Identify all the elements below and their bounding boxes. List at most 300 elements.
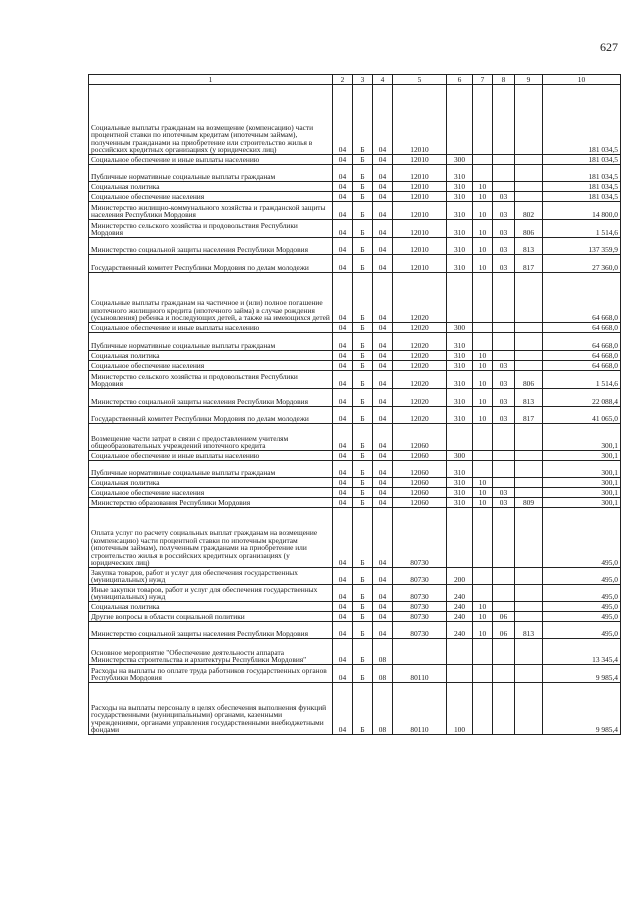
code-cell: 240 [447, 612, 473, 622]
code-cell: 04 [333, 165, 353, 182]
table-row [89, 351, 621, 361]
code-cell: 310 [447, 488, 473, 498]
code-cell: 04 [373, 85, 393, 155]
code-cell: 04 [333, 568, 353, 585]
code-cell: 06 [493, 612, 515, 622]
code-cell: 04 [333, 333, 353, 351]
row-label-cell: Министерство сельского хозяйства и продовольствия Республики Мордовия [89, 371, 333, 389]
code-cell [515, 273, 543, 323]
code-cell: 310 [447, 202, 473, 220]
code-cell: 04 [373, 508, 393, 568]
amount-cell: 181 034,5 [543, 165, 621, 182]
table-row [89, 407, 621, 424]
code-cell: Б [353, 508, 373, 568]
row-label-cell: Социальное обеспечение и иные выплаты населению [89, 155, 333, 165]
code-cell [473, 568, 493, 585]
amount-cell: 22 088,4 [543, 389, 621, 407]
row-label-cell: Министерство жилищно-коммунального хозяйства и гражданской защиты населения Республики Мордовия [89, 202, 333, 220]
code-cell: Б [353, 568, 373, 585]
code-cell [493, 424, 515, 451]
code-cell: 04 [333, 488, 353, 498]
code-cell: 80730 [393, 602, 447, 612]
code-cell: 813 [515, 622, 543, 639]
code-cell: 04 [333, 683, 353, 735]
code-cell: 10 [473, 351, 493, 361]
amount-cell: 64 668,0 [543, 323, 621, 333]
row-label-cell: Социальное обеспечение и иные выплаты населению [89, 451, 333, 461]
table-row [89, 424, 621, 451]
code-cell [515, 85, 543, 155]
code-cell: 04 [373, 389, 393, 407]
amount-cell: 300,1 [543, 498, 621, 508]
code-cell [515, 639, 543, 665]
row-label-cell: Министерство сельского хозяйства и продовольствия Республики Мордовия [89, 220, 333, 238]
code-cell: 03 [493, 192, 515, 202]
code-cell [493, 155, 515, 165]
row-label-cell: Социальное обеспечение населения [89, 361, 333, 371]
code-cell: 04 [373, 273, 393, 323]
table-row [89, 639, 621, 665]
amount-cell: 181 034,5 [543, 192, 621, 202]
code-cell: 10 [473, 498, 493, 508]
amount-cell: 300,1 [543, 478, 621, 488]
code-cell [473, 639, 493, 665]
code-cell: 08 [373, 683, 393, 735]
column-header: 4 [373, 75, 393, 85]
code-cell: 12020 [393, 273, 447, 323]
code-cell: Б [353, 165, 373, 182]
code-cell: 12010 [393, 238, 447, 255]
code-cell: Б [353, 451, 373, 461]
amount-cell: 27 360,0 [543, 255, 621, 273]
amount-cell: 41 065,0 [543, 407, 621, 424]
code-cell: Б [353, 202, 373, 220]
code-cell: 03 [493, 498, 515, 508]
code-cell: 310 [447, 351, 473, 361]
code-cell: 04 [373, 451, 393, 461]
code-cell: 04 [373, 361, 393, 371]
code-cell: 310 [447, 165, 473, 182]
code-cell: 12010 [393, 255, 447, 273]
code-cell: 04 [333, 220, 353, 238]
code-cell: 04 [333, 238, 353, 255]
code-cell: 813 [515, 389, 543, 407]
table-row [89, 622, 621, 639]
code-cell: 100 [447, 683, 473, 735]
row-label-cell: Социальное обеспечение и иные выплаты населению [89, 323, 333, 333]
code-cell: 310 [447, 478, 473, 488]
code-cell: Б [353, 488, 373, 498]
code-cell [473, 165, 493, 182]
row-label-cell: Публичные нормативные социальные выплаты гражданам [89, 333, 333, 351]
code-cell: 04 [333, 639, 353, 665]
code-cell: 04 [333, 665, 353, 683]
code-cell: Б [353, 639, 373, 665]
code-cell: Б [353, 389, 373, 407]
code-cell: Б [353, 612, 373, 622]
code-cell [515, 182, 543, 192]
code-cell: 12060 [393, 424, 447, 451]
table-row [89, 165, 621, 182]
table-row [89, 182, 621, 192]
code-cell [493, 602, 515, 612]
code-cell: 10 [473, 602, 493, 612]
amount-cell: 300,1 [543, 451, 621, 461]
code-cell: 04 [373, 371, 393, 389]
code-cell: 80110 [393, 683, 447, 735]
code-cell: 10 [473, 622, 493, 639]
amount-cell: 181 034,5 [543, 182, 621, 192]
table-row [89, 478, 621, 488]
code-cell: 817 [515, 255, 543, 273]
code-cell: 04 [373, 351, 393, 361]
row-label-cell: Государственный комитет Республики Мордовия по делам молодежи [89, 407, 333, 424]
table-row [89, 508, 621, 568]
code-cell [473, 461, 493, 478]
amount-cell: 495,0 [543, 585, 621, 602]
code-cell: 04 [333, 451, 353, 461]
code-cell: Б [353, 351, 373, 361]
row-label-cell: Публичные нормативные социальные выплаты гражданам [89, 461, 333, 478]
table-row [89, 683, 621, 735]
code-cell [493, 273, 515, 323]
code-cell: 04 [333, 478, 353, 488]
table-row [89, 192, 621, 202]
code-cell: Б [353, 155, 373, 165]
code-cell: 10 [473, 389, 493, 407]
code-cell: 08 [373, 665, 393, 683]
code-cell [515, 424, 543, 451]
code-cell: Б [353, 85, 373, 155]
code-cell: 03 [493, 255, 515, 273]
code-cell: 12060 [393, 488, 447, 498]
code-cell [473, 665, 493, 683]
code-cell: 12010 [393, 85, 447, 155]
code-cell: 813 [515, 238, 543, 255]
code-cell: 12020 [393, 389, 447, 407]
page-number: 627 [600, 40, 618, 54]
code-cell: 310 [447, 407, 473, 424]
code-cell: 04 [333, 407, 353, 424]
code-cell [515, 351, 543, 361]
code-cell: 04 [333, 192, 353, 202]
code-cell: 03 [493, 488, 515, 498]
code-cell: Б [353, 333, 373, 351]
row-label-cell: Расходы на выплаты по оплате труда работников государственных органов Республики Мордовия [89, 665, 333, 683]
code-cell: 806 [515, 220, 543, 238]
code-cell: 80730 [393, 508, 447, 568]
code-cell [473, 85, 493, 155]
code-cell: 12060 [393, 461, 447, 478]
code-cell: 04 [373, 202, 393, 220]
table-row [89, 461, 621, 478]
code-cell: Б [353, 238, 373, 255]
code-cell [447, 639, 473, 665]
row-label-cell: Закупка товаров, работ и услуг для обеспечения государственных (муниципальных) нужд [89, 568, 333, 585]
code-cell [493, 585, 515, 602]
code-cell: 04 [333, 85, 353, 155]
code-cell: 04 [373, 333, 393, 351]
code-cell [515, 155, 543, 165]
code-cell: Б [353, 273, 373, 323]
code-cell [493, 85, 515, 155]
row-label-cell: Социальные выплаты гражданам на частичное и (или) полное погашение ипотечного жилищного кредита (ипотечного займа) в случае рождения (усыновления) ребенка и последующих детей, а также на имеющихся детей [89, 273, 333, 323]
column-header: 2 [333, 75, 353, 85]
code-cell: 310 [447, 389, 473, 407]
code-cell: 809 [515, 498, 543, 508]
code-cell [473, 683, 493, 735]
code-cell: 10 [473, 478, 493, 488]
code-cell [493, 165, 515, 182]
table-body [89, 85, 621, 735]
code-cell [473, 273, 493, 323]
code-cell: 12060 [393, 478, 447, 488]
code-cell: 04 [373, 182, 393, 192]
code-cell: 80730 [393, 568, 447, 585]
code-cell: 310 [447, 182, 473, 192]
code-cell: 80110 [393, 665, 447, 683]
column-header: 7 [473, 75, 493, 85]
amount-cell: 9 985,4 [543, 665, 621, 683]
row-label-cell: Министерство социальной защиты населения Республики Мордовия [89, 622, 333, 639]
code-cell: Б [353, 424, 373, 451]
row-label-cell: Социальные выплаты гражданам на возмещение (компенсацию) части процентной ставки по ипотечным кредитам (ипотечным займам), полученным гражданами на приобретение или строительство жилья в российских кредитных организациях (у юридических лиц) [89, 85, 333, 155]
code-cell: 12020 [393, 371, 447, 389]
code-cell [447, 273, 473, 323]
table-row [89, 451, 621, 461]
code-cell: 300 [447, 451, 473, 461]
code-cell: 10 [473, 202, 493, 220]
code-cell [447, 508, 473, 568]
code-cell: 12010 [393, 220, 447, 238]
code-cell: 04 [333, 508, 353, 568]
code-cell: 12020 [393, 407, 447, 424]
code-cell: 240 [447, 622, 473, 639]
code-cell: 04 [373, 622, 393, 639]
code-cell [493, 323, 515, 333]
code-cell: 04 [333, 202, 353, 220]
code-cell: 80730 [393, 612, 447, 622]
code-cell: 04 [333, 255, 353, 273]
code-cell [473, 585, 493, 602]
code-cell: 04 [333, 371, 353, 389]
amount-cell: 64 668,0 [543, 333, 621, 351]
code-cell [493, 478, 515, 488]
code-cell: 08 [373, 639, 393, 665]
code-cell: Б [353, 622, 373, 639]
code-cell: 04 [373, 238, 393, 255]
code-cell: 04 [333, 155, 353, 165]
row-label-cell: Социальная политика [89, 478, 333, 488]
code-cell: 04 [333, 273, 353, 323]
code-cell [473, 155, 493, 165]
table-row [89, 155, 621, 165]
table-row [89, 333, 621, 351]
code-cell: Б [353, 255, 373, 273]
code-cell: 10 [473, 255, 493, 273]
table-row [89, 498, 621, 508]
code-cell: 03 [493, 220, 515, 238]
code-cell [515, 333, 543, 351]
code-cell: Б [353, 602, 373, 612]
code-cell: 310 [447, 333, 473, 351]
code-cell [493, 182, 515, 192]
code-cell [493, 461, 515, 478]
table-row [89, 323, 621, 333]
code-cell: 240 [447, 585, 473, 602]
code-cell: 12010 [393, 192, 447, 202]
code-cell [473, 333, 493, 351]
column-header: 8 [493, 75, 515, 85]
code-cell: 04 [373, 461, 393, 478]
column-header: 3 [353, 75, 373, 85]
code-cell [515, 602, 543, 612]
column-header: 10 [543, 75, 621, 85]
amount-cell: 495,0 [543, 568, 621, 585]
code-cell [515, 192, 543, 202]
code-cell [447, 85, 473, 155]
row-label-cell: Министерство социальной защиты населения Республики Мордовия [89, 238, 333, 255]
code-cell: Б [353, 498, 373, 508]
row-label-cell: Иные закупки товаров, работ и услуг для обеспечения государственных (муниципальных) нужд [89, 585, 333, 602]
row-label-cell: Основное мероприятие "Обеспечение деятельности аппарата Министерства строительства и архитектуры Республики Мордовия" [89, 639, 333, 665]
code-cell: Б [353, 585, 373, 602]
row-label-cell: Социальная политика [89, 351, 333, 361]
code-cell: 04 [333, 602, 353, 612]
code-cell [515, 585, 543, 602]
code-cell: 04 [373, 612, 393, 622]
code-cell: 10 [473, 371, 493, 389]
amount-cell: 300,1 [543, 424, 621, 451]
code-cell: Б [353, 371, 373, 389]
code-cell: 03 [493, 389, 515, 407]
amount-cell: 300,1 [543, 488, 621, 498]
code-cell: 04 [333, 622, 353, 639]
row-label-cell: Социальная политика [89, 602, 333, 612]
table-row [89, 665, 621, 683]
code-cell: 04 [333, 323, 353, 333]
table-row [89, 488, 621, 498]
amount-cell: 300,1 [543, 461, 621, 478]
code-cell [515, 508, 543, 568]
amount-cell: 495,0 [543, 612, 621, 622]
code-cell: 802 [515, 202, 543, 220]
code-cell: 10 [473, 612, 493, 622]
code-cell: Б [353, 192, 373, 202]
code-cell [393, 639, 447, 665]
code-cell: 04 [373, 568, 393, 585]
code-cell: 12010 [393, 155, 447, 165]
code-cell: 12060 [393, 451, 447, 461]
code-cell: Б [353, 220, 373, 238]
code-cell: 03 [493, 371, 515, 389]
code-cell [515, 568, 543, 585]
code-cell: 04 [373, 255, 393, 273]
code-cell: Б [353, 665, 373, 683]
code-cell: 80730 [393, 585, 447, 602]
code-cell: 04 [373, 155, 393, 165]
row-label-cell: Социальное обеспечение населения [89, 488, 333, 498]
amount-cell: 495,0 [543, 602, 621, 612]
row-label-cell: Расходы на выплаты персоналу в целях обеспечения выполнения функций государственными (муниципальными) органами, казенными учреждениями, органами управления государственными внебюджетными фондами [89, 683, 333, 735]
code-cell: Б [353, 323, 373, 333]
code-cell: 310 [447, 498, 473, 508]
code-cell: Б [353, 478, 373, 488]
code-cell: 12010 [393, 165, 447, 182]
code-cell: Б [353, 182, 373, 192]
code-cell: 04 [333, 498, 353, 508]
code-cell: 04 [373, 192, 393, 202]
code-cell [493, 451, 515, 461]
row-label-cell: Министерство социальной защиты населения Республики Мордовия [89, 389, 333, 407]
code-cell [493, 508, 515, 568]
code-cell: 12020 [393, 333, 447, 351]
amount-cell: 64 668,0 [543, 273, 621, 323]
code-cell: 03 [493, 361, 515, 371]
code-cell [515, 683, 543, 735]
code-cell: 310 [447, 238, 473, 255]
code-cell: Б [353, 461, 373, 478]
code-cell: 12010 [393, 182, 447, 192]
amount-cell: 1 514,6 [543, 371, 621, 389]
row-label-cell: Социальная политика [89, 182, 333, 192]
code-cell: 04 [373, 498, 393, 508]
code-cell: 310 [447, 192, 473, 202]
code-cell [515, 165, 543, 182]
code-cell: 04 [373, 488, 393, 498]
code-cell [515, 451, 543, 461]
code-cell: 310 [447, 461, 473, 478]
table-row [89, 585, 621, 602]
code-cell: 817 [515, 407, 543, 424]
column-header: 5 [393, 75, 447, 85]
code-cell: 12020 [393, 323, 447, 333]
code-cell [493, 568, 515, 585]
code-cell [515, 323, 543, 333]
column-header: 6 [447, 75, 473, 85]
code-cell: 310 [447, 361, 473, 371]
code-cell: 04 [373, 585, 393, 602]
code-cell: 04 [373, 478, 393, 488]
code-cell: 300 [447, 323, 473, 333]
code-cell: 310 [447, 255, 473, 273]
code-cell [447, 665, 473, 683]
code-cell [473, 451, 493, 461]
table-row [89, 389, 621, 407]
code-cell: 12020 [393, 351, 447, 361]
amount-cell: 1 514,6 [543, 220, 621, 238]
table-row [89, 371, 621, 389]
code-cell: 04 [373, 407, 393, 424]
table-row [89, 612, 621, 622]
code-cell: 03 [493, 202, 515, 220]
code-cell: 10 [473, 488, 493, 498]
code-cell: 12010 [393, 202, 447, 220]
code-cell [515, 361, 543, 371]
amount-cell: 495,0 [543, 508, 621, 568]
table-row [89, 568, 621, 585]
row-label-cell: Другие вопросы в области социальной политики [89, 612, 333, 622]
amount-cell: 14 800,0 [543, 202, 621, 220]
code-cell: 806 [515, 371, 543, 389]
code-cell: 04 [333, 361, 353, 371]
code-cell: 04 [333, 585, 353, 602]
code-cell: Б [353, 407, 373, 424]
code-cell [515, 461, 543, 478]
code-cell: 04 [373, 424, 393, 451]
code-cell: 10 [473, 407, 493, 424]
code-cell: 10 [473, 361, 493, 371]
